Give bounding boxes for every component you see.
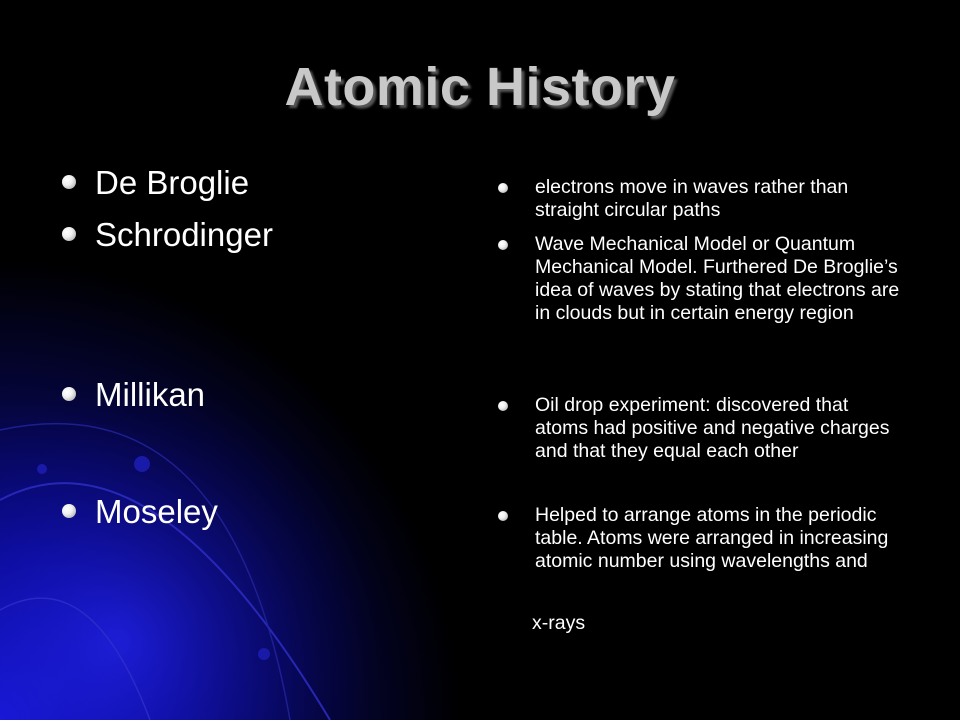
bullet-icon (498, 183, 508, 193)
scientist-name: De Broglie (95, 164, 250, 201)
slide-title: Atomic History (284, 57, 676, 117)
bullet-icon (62, 504, 76, 518)
bullet-icon (498, 511, 508, 521)
bullet-icon (62, 175, 76, 189)
description-text: Wave Mechanical Model or Quantum Mechanical Model. Furthered De Broglie’s idea of waves by stating that electrons are in clouds but in certain energy region (535, 233, 900, 324)
bullet-icon (498, 401, 508, 411)
bullet-icon (498, 240, 508, 250)
bullet-icon (62, 387, 76, 401)
description-text: Helped to arrange atoms in the periodic table. Atoms were arranged in increasing atomic number using wavelengths and (535, 504, 889, 572)
bullet-icon (62, 227, 76, 241)
description-text: electrons move in waves rather than straight circular paths (535, 176, 849, 221)
description-text: Oil drop experiment: discovered that atoms had positive and negative charges and that they equal each other (535, 394, 890, 462)
orbit-dot-3 (258, 648, 270, 660)
orbit-dot-2 (37, 464, 47, 474)
scientist-name: Millikan (95, 376, 206, 413)
description-continuation: x-rays (532, 612, 586, 634)
scientist-name: Moseley (95, 493, 218, 530)
orbit-dot-1 (134, 456, 150, 472)
scientist-name: Schrodinger (95, 216, 273, 253)
